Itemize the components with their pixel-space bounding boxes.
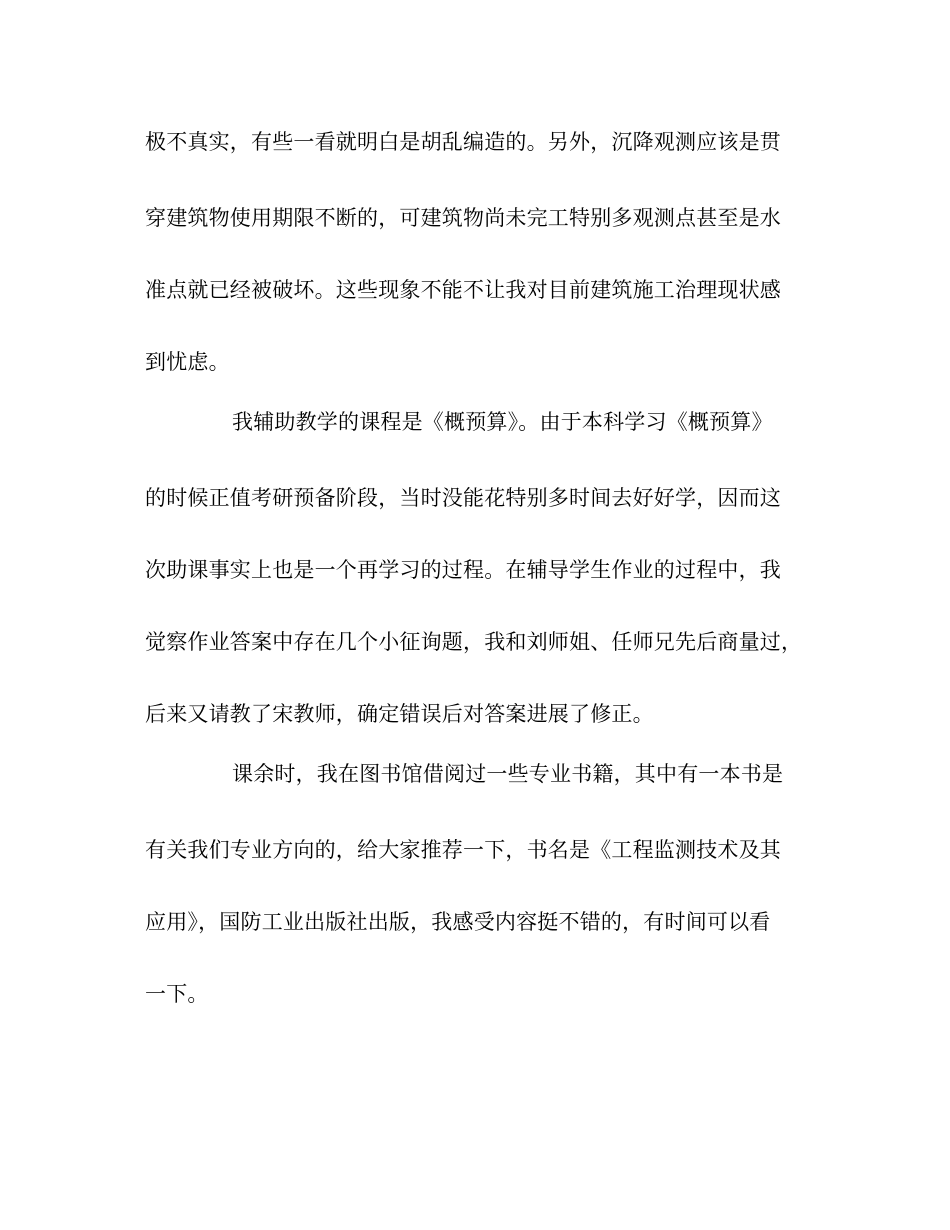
paragraph-3-line-4: 一下。 xyxy=(145,982,209,1006)
paragraph-2-line-1: 我辅助教学的课程是《概预算》。由于本科学习《概预算》 xyxy=(232,410,773,434)
paragraph-1-line-2: 穿建筑物使用期限不断的，可建筑物尚未完工特别多观测点甚至是水 xyxy=(145,206,781,230)
paragraph-1-line-1: 极不真实，有些一看就明白是胡乱编造的。另外，沉降观测应该是贯 xyxy=(145,130,781,154)
paragraph-3-line-1: 课余时，我在图书馆借阅过一些专业书籍，其中有一本书是 xyxy=(232,762,784,786)
paragraph-2-line-3: 次助课事实上也是一个再学习的过程。在辅导学生作业的过程中，我 xyxy=(145,558,781,582)
paragraph-1-line-4: 到忧虑。 xyxy=(145,350,230,374)
paragraph-2-line-4: 觉察作业答案中存在几个小征询题，我和刘师姐、任师兄先后商量过， xyxy=(145,630,803,654)
paragraph-3-line-3: 应用》，国防工业出版社出版，我感受内容挺不错的，有时间可以看 xyxy=(145,910,771,934)
paragraph-2-line-2: 的时候正值考研预备阶段，当时没能花特别多时间去好好学，因而这 xyxy=(145,486,781,510)
paragraph-3-line-2: 有关我们专业方向的，给大家推荐一下，书名是《工程监测技术及其 xyxy=(145,838,781,862)
paragraph-2-line-5: 后来又请教了宋教师，确定错误后对答案进展了修正。 xyxy=(145,702,654,726)
paragraph-1-line-3: 准点就已经被破坏。这些现象不能不让我对目前建筑施工治理现状感 xyxy=(145,278,781,302)
